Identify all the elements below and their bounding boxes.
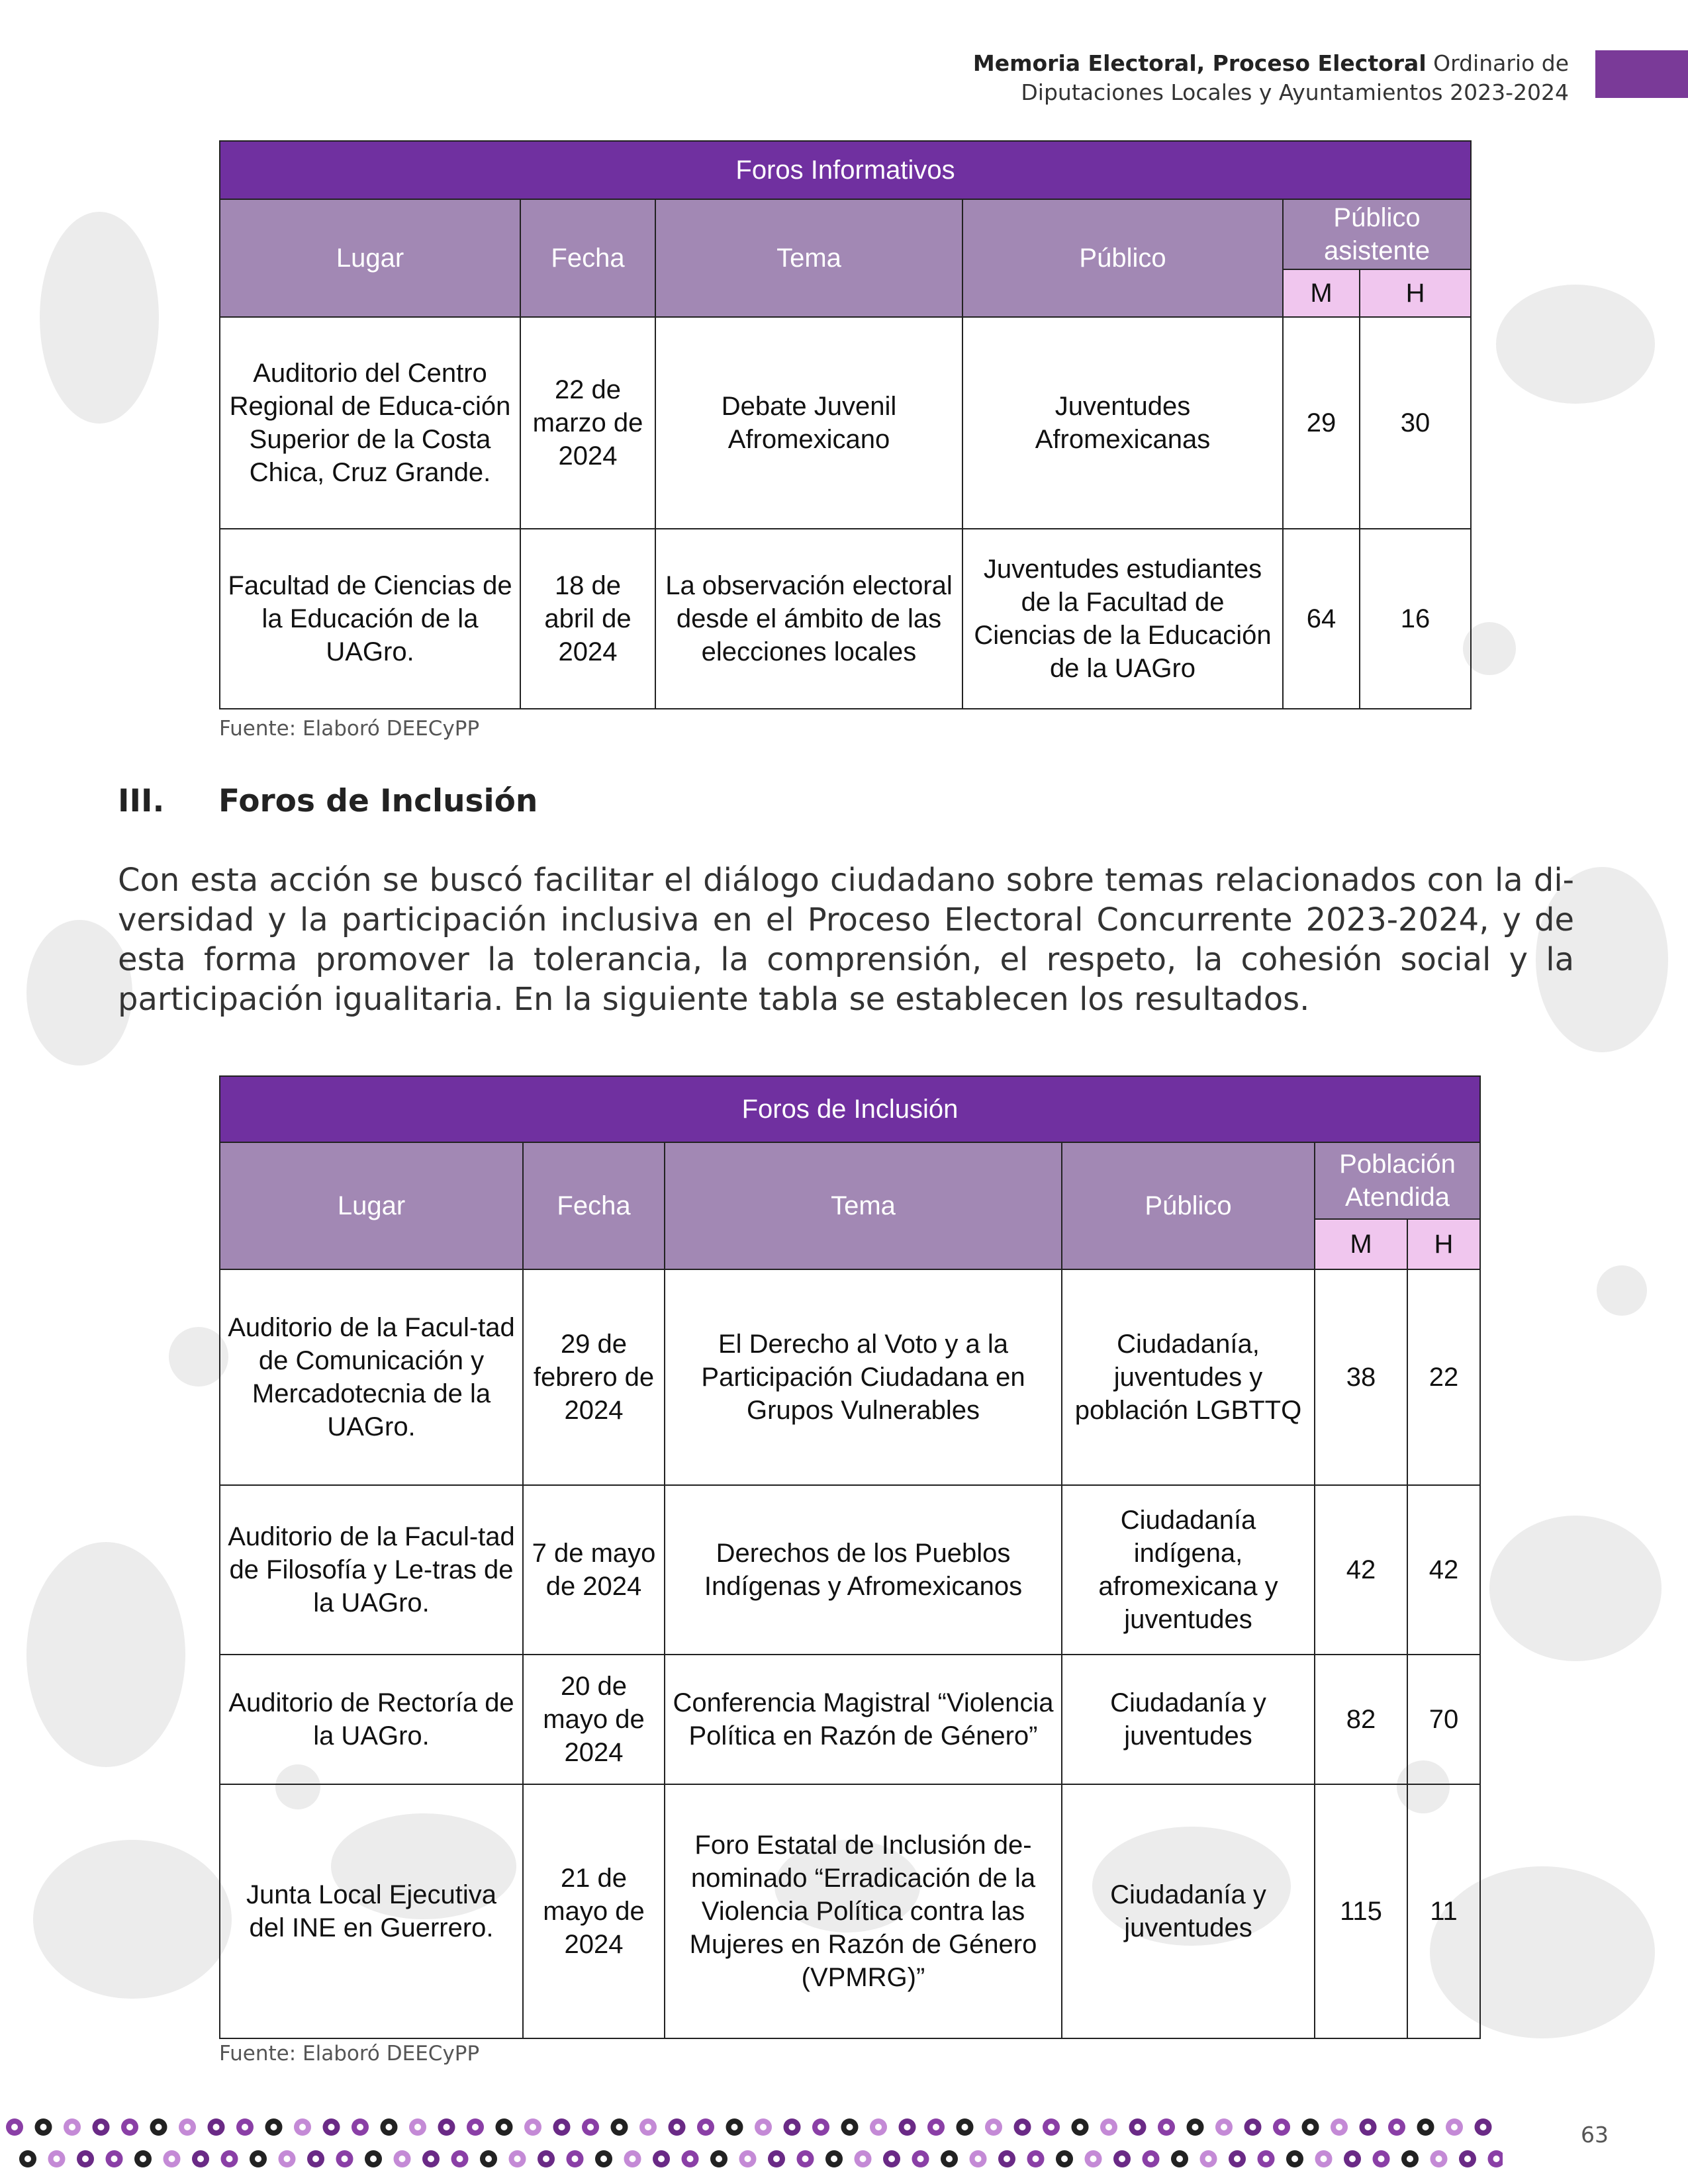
embroidery-flower-center (169, 2156, 175, 2162)
embroidery-flower-center (156, 2124, 162, 2130)
embroidery-flower-center (1148, 2156, 1154, 2162)
source-note: Fuente: Elaboró DEECyPP (219, 2042, 480, 2066)
embroidery-flower-center (1407, 2156, 1413, 2162)
embroidery-flower-center (370, 2156, 377, 2162)
embroidery-flower-center (559, 2124, 565, 2130)
table-row (220, 1485, 1480, 1655)
cell-fecha: 29 de febrero de 2024 (523, 1269, 665, 1485)
embroidery-flower-center (658, 2156, 665, 2162)
embroidery-flower-center (802, 2156, 809, 2162)
embroidery-flower-center (24, 2156, 31, 2162)
embroidery-flower-center (990, 2124, 997, 2130)
cell-lugar: Auditorio de la Facul-tad de Comunicación y Mercadotecnia de la UAGro. (220, 1269, 523, 1485)
cell-publico: Juventudes estudiantes de la Facultad de Ciencias de la Educación de la UAGro (962, 529, 1283, 709)
embroidery-flower-center (1336, 2124, 1342, 2130)
cell-h: 16 (1360, 529, 1471, 709)
embroidery-flower-center (917, 2156, 924, 2162)
embroidery-flower-center (1033, 2156, 1039, 2162)
embroidery-flower-center (457, 2156, 463, 2162)
embroidery-flower-center (1349, 2156, 1356, 2162)
cell-m: 64 (1283, 529, 1360, 709)
embroidery-flower-center (226, 2156, 233, 2162)
embroidery-flower-center (472, 2124, 479, 2130)
cell-tema: El Derecho al Voto y a la Participación Ciudadana en Grupos Vulnerables (665, 1269, 1062, 1485)
embroidery-flower-center (1090, 2156, 1097, 2162)
embroidery-flower-center (630, 2156, 636, 2162)
embroidery-flower-center (1119, 2156, 1125, 2162)
cell-publico: Ciudadanía, juventudes y población LGBTTQ (1062, 1269, 1315, 1485)
column-header-m: M (1283, 269, 1360, 317)
embroidery-flower-center (399, 2156, 406, 2162)
embroidery-flower-center (1205, 2156, 1212, 2162)
embroidery-flower-center (1105, 2124, 1112, 2130)
embroidery-flower-center (645, 2124, 651, 2130)
table-row (220, 1269, 1480, 1485)
header-title-bold: Memoria Electoral, Proceso Electoral (972, 50, 1427, 76)
embroidery-flower-center (126, 2124, 133, 2130)
embroidery-flower-center (975, 2156, 982, 2162)
section-title: Foros de Inclusión (218, 783, 538, 819)
cell-tema: Foro Estatal de Inclusión de-nominado “Erradicación de la Violencia Política contra las Mujeres en Razón de Género (VPMRG)” (665, 1784, 1062, 2038)
embroidery-flower-center (831, 2156, 837, 2162)
embroidery-flower-center (716, 2156, 722, 2162)
cell-publico: Ciudadanía y juventudes (1062, 1784, 1315, 2038)
header-title-rest: Ordinario de (1426, 50, 1569, 76)
embroidery-flower-center (1291, 2156, 1298, 2162)
section-number: III. (118, 783, 165, 819)
foros-informativos-table (219, 140, 1472, 709)
table-title: Foros de Inclusión (220, 1076, 1480, 1142)
cell-h: 11 (1407, 1784, 1480, 2038)
column-header-m: M (1315, 1219, 1407, 1269)
embroidery-flower-center (962, 2124, 968, 2130)
embroidery-flower-center (328, 2124, 335, 2130)
embroidery-flower-center (1061, 2156, 1068, 2162)
embroidery-flower-center (587, 2124, 594, 2130)
embroidery-flower-center (687, 2156, 694, 2162)
embroidery-flower-center (284, 2156, 291, 2162)
cell-lugar: Junta Local Ejecutiva del INE en Guerrero. (220, 1784, 523, 2038)
embroidery-flower-center (1365, 2124, 1372, 2130)
embroidery-flower-center (1163, 2124, 1170, 2130)
source-note: Fuente: Elaboró DEECyPP (219, 717, 480, 741)
embroidery-flower-center (1321, 2156, 1327, 2162)
embroidery-flower-center (54, 2156, 60, 2162)
header-subtitle: Diputaciones Locales y Ayuntamientos 2023-2024 (1021, 79, 1569, 105)
embroidery-flower-center (1278, 2124, 1285, 2130)
table-title: Foros Informativos (220, 141, 1471, 199)
embroidery-flower-center (1135, 2124, 1141, 2130)
cell-tema: Derechos de los Pueblos Indígenas y Afromexicanos (665, 1485, 1062, 1655)
cell-h: 42 (1407, 1485, 1480, 1655)
corner-color-tab (1595, 50, 1688, 98)
cell-fecha: 18 de abril de 2024 (520, 529, 655, 709)
cell-fecha: 21 de mayo de 2024 (523, 1784, 665, 2038)
embroidery-flower-center (1378, 2156, 1385, 2162)
embroidery-flower-center (485, 2156, 492, 2162)
embroidery-flower-center (1004, 2156, 1010, 2162)
embroidery-flower-center (1464, 2156, 1471, 2162)
embroidery-flower-center (946, 2156, 953, 2162)
embroidery-flower-center (69, 2124, 75, 2130)
column-header-publico-asistente: Público asistente (1283, 199, 1471, 269)
embroidery-flower-center (1221, 2124, 1227, 2130)
table-row (220, 1655, 1480, 1784)
column-header-fecha: Fecha (520, 199, 655, 317)
embroidery-flower-center (860, 2156, 867, 2162)
embroidery-flower-center (82, 2156, 89, 2162)
embroidery-flower-center (745, 2156, 751, 2162)
cell-publico: Ciudadanía y juventudes (1062, 1655, 1315, 1784)
column-header-lugar: Lugar (220, 1142, 523, 1269)
embroidery-flower-center (904, 2124, 911, 2130)
embroidery-flower-center (789, 2124, 796, 2130)
cell-m: 115 (1315, 1784, 1407, 2038)
embroidery-flower-center (1176, 2156, 1183, 2162)
embroidery-flower-center (731, 2124, 738, 2130)
embroidery-flower-center (1307, 2124, 1314, 2130)
embroidery-flower-center (847, 2124, 853, 2130)
cell-lugar: Auditorio de la Facul-tad de Filosofía y Le-tras de la UAGro. (220, 1485, 523, 1655)
column-header-h: H (1360, 269, 1471, 317)
embroidery-flower-center (213, 2124, 220, 2130)
foros-inclusion-table (219, 1075, 1481, 2039)
embroidery-flower-center (773, 2156, 780, 2162)
embroidery-flower-center (514, 2156, 521, 2162)
table-row (220, 317, 1471, 529)
embroidery-flower-center (1250, 2124, 1256, 2130)
cell-tema: La observación electoral desde el ámbito de las elecciones locales (655, 529, 962, 709)
embroidery-flower-center (11, 2124, 18, 2130)
column-header-h: H (1407, 1219, 1480, 1269)
table-row (220, 1784, 1480, 2038)
embroidery-flower-center (386, 2124, 393, 2130)
body-paragraph: Con esta acción se buscó facilitar el diálogo ciudadano sobre temas relacionados con la di-versidad y la participación inclusiva en el Proceso Electoral Concurrente 2023-2024, y de esta forma promover la tolerancia, la comprensión, el respeto, la cohesión social y la participación igualitaria. En la siguiente tabla se establecen los resultados. (118, 862, 1574, 1018)
embroidery-flower-center (444, 2124, 450, 2130)
embroidery-flower-center (702, 2124, 709, 2130)
embroidery-flower-center (600, 2156, 607, 2162)
column-header-tema: Tema (655, 199, 962, 317)
section-heading (118, 783, 538, 819)
embroidery-flower-center (271, 2124, 277, 2130)
running-header (973, 49, 1569, 107)
embroidery-flower-center (255, 2156, 261, 2162)
cell-m: 82 (1315, 1655, 1407, 1784)
embroidery-flower-center (501, 2124, 508, 2130)
embroidery-flower-center (312, 2156, 319, 2162)
embroidery-flower-center (1480, 2124, 1487, 2130)
cell-h: 30 (1360, 317, 1471, 529)
embroidery-flower-center (1393, 2124, 1400, 2130)
embroidery-flower-center (888, 2156, 895, 2162)
embroidery-flower-center (616, 2124, 623, 2130)
embroidery-flower-center (184, 2124, 191, 2130)
embroidery-flower-center (1451, 2124, 1458, 2130)
embroidery-flower-center (760, 2124, 767, 2130)
cell-tema: Conferencia Magistral “Violencia Política en Razón de Género” (665, 1655, 1062, 1784)
cell-publico: Juventudes Afromexicanas (962, 317, 1283, 529)
embroidery-flower-center (1436, 2156, 1442, 2162)
cell-tema: Debate Juvenil Afromexicano (655, 317, 962, 529)
column-header-publico: Público (962, 199, 1283, 317)
cell-lugar: Facultad de Ciencias de la Educación de la UAGro. (220, 529, 520, 709)
embroidery-flower-center (428, 2156, 434, 2162)
embroidery-flower-center (543, 2156, 549, 2162)
embroidered-flower-border (0, 2098, 1503, 2184)
embroidery-flower-center (1263, 2156, 1270, 2162)
table-row (220, 529, 1471, 709)
embroidery-flower-center (1493, 2156, 1500, 2162)
embroidery-flower-center (242, 2124, 248, 2130)
embroidery-flower-center (933, 2124, 939, 2130)
embroidery-flower-center (572, 2156, 579, 2162)
embroidery-flower-center (357, 2124, 363, 2130)
cell-m: 38 (1315, 1269, 1407, 1485)
embroidery-flower-center (530, 2124, 536, 2130)
embroidery-flower-center (98, 2124, 105, 2130)
embroidery-flower-center (674, 2124, 680, 2130)
embroidery-flower-center (1048, 2124, 1055, 2130)
embroidery-flower-center (111, 2156, 118, 2162)
embroidery-flower-center (875, 2124, 882, 2130)
cell-h: 70 (1407, 1655, 1480, 1784)
embroidery-flower-center (1077, 2124, 1084, 2130)
embroidery-flower-center (414, 2124, 421, 2130)
embroidery-flower-center (40, 2124, 47, 2130)
column-header-tema: Tema (665, 1142, 1062, 1269)
column-header-poblacion-atendida: Población Atendida (1315, 1142, 1480, 1219)
embroidery-flower-center (818, 2124, 824, 2130)
column-header-publico: Público (1062, 1142, 1315, 1269)
page-number: 63 (1581, 2122, 1609, 2148)
cell-h: 22 (1407, 1269, 1480, 1485)
embroidery-flower-center (1423, 2124, 1429, 2130)
embroidery-flower-center (342, 2156, 348, 2162)
cell-publico: Ciudadanía indígena, afromexicana y juventudes (1062, 1485, 1315, 1655)
cell-lugar: Auditorio de Rectoría de la UAGro. (220, 1655, 523, 1784)
cell-lugar: Auditorio del Centro Regional de Educa-ción Superior de la Costa Chica, Cruz Grande. (220, 317, 520, 529)
cell-fecha: 7 de mayo de 2024 (523, 1485, 665, 1655)
embroidery-flower-center (140, 2156, 146, 2162)
cell-fecha: 20 de mayo de 2024 (523, 1655, 665, 1784)
embroidery-flower-center (197, 2156, 204, 2162)
embroidery-flower-center (1234, 2156, 1241, 2162)
column-header-lugar: Lugar (220, 199, 520, 317)
cell-m: 29 (1283, 317, 1360, 529)
column-header-fecha: Fecha (523, 1142, 665, 1269)
cell-m: 42 (1315, 1485, 1407, 1655)
embroidery-flower-center (1192, 2124, 1199, 2130)
cell-fecha: 22 de marzo de 2024 (520, 317, 655, 529)
embroidery-flower-center (299, 2124, 306, 2130)
embroidery-flower-center (1019, 2124, 1026, 2130)
